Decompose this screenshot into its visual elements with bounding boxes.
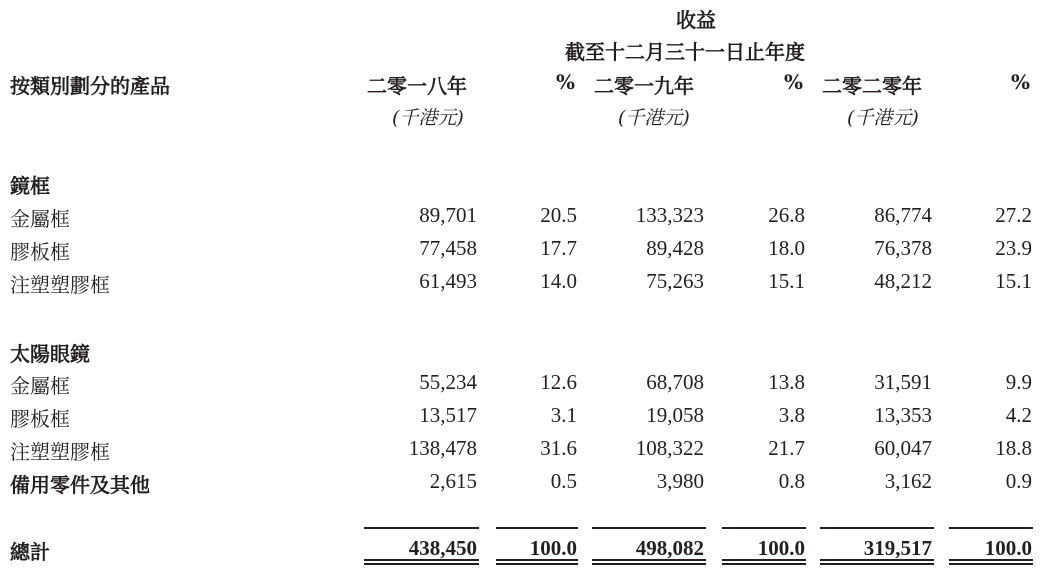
cell-percent: 21.7 (768, 436, 805, 460)
cell-value: 3,162 (884, 469, 932, 493)
cell-percent: 3.8 (778, 403, 805, 427)
cell-percent: 0.5 (550, 469, 577, 493)
cell-percent: 0.8 (778, 469, 805, 493)
section-title-sunglasses: 太陽眼鏡 (10, 342, 90, 366)
row-label: 金屬框 (10, 374, 70, 398)
pct-header-2020: % (1011, 70, 1031, 94)
row-label: 注塑塑膠框 (10, 440, 110, 464)
cell-percent: 15.1 (995, 269, 1032, 293)
cell-value: 48,212 (874, 269, 932, 293)
cell-value: 61,493 (419, 269, 477, 293)
total-percent: 100.0 (757, 536, 805, 560)
total-value: 498,082 (635, 536, 704, 560)
total-value: 319,517 (863, 536, 932, 560)
table-subtitle: 截至十二月三十一日止年度 (565, 40, 805, 64)
total-double-rule (592, 559, 706, 565)
cell-percent: 23.9 (995, 236, 1032, 260)
cell-percent: 26.8 (768, 203, 805, 227)
total-double-rule (949, 559, 1033, 565)
year-header-2020: 二零二零年 (822, 74, 922, 98)
cell-percent: 18.8 (995, 436, 1032, 460)
cell-percent: 3.1 (550, 403, 577, 427)
cell-percent: 0.9 (1005, 469, 1032, 493)
cell-percent: 18.0 (768, 236, 805, 260)
cell-value: 31,591 (874, 370, 932, 394)
year-header-2018: 二零一八年 (367, 74, 467, 98)
cell-percent: 31.6 (540, 436, 577, 460)
cell-percent: 14.0 (540, 269, 577, 293)
subtotal-rule (820, 527, 934, 529)
subtotal-rule (722, 527, 806, 529)
row-label: 膠板框 (10, 407, 70, 431)
cell-value: 108,322 (635, 436, 704, 460)
cell-percent: 27.2 (995, 203, 1032, 227)
cell-value: 75,263 (646, 269, 704, 293)
subtotal-rule (364, 527, 479, 529)
cell-value: 86,774 (874, 203, 932, 227)
cell-value: 2,615 (429, 469, 477, 493)
cell-value: 68,708 (646, 370, 704, 394)
cell-value: 13,353 (874, 403, 932, 427)
cell-percent: 13.8 (768, 370, 805, 394)
cell-value: 77,458 (419, 236, 477, 260)
total-double-rule (496, 559, 578, 565)
row-label-other: 備用零件及其他 (10, 473, 150, 497)
cell-value: 19,058 (646, 403, 704, 427)
subtotal-rule (592, 527, 706, 529)
unit-label-2020: (千港元) (847, 107, 919, 129)
total-double-rule (364, 559, 479, 565)
cell-percent: 9.9 (1005, 370, 1032, 394)
cell-value: 76,378 (874, 236, 932, 260)
row-category-header: 按類別劃分的產品 (10, 74, 170, 98)
total-double-rule (722, 559, 806, 565)
cell-percent: 15.1 (768, 269, 805, 293)
unit-label-2018: (千港元) (392, 107, 464, 129)
year-header-2019: 二零一九年 (594, 74, 694, 98)
cell-value: 89,701 (419, 203, 477, 227)
total-double-rule (820, 559, 934, 565)
cell-percent: 12.6 (540, 370, 577, 394)
cell-percent: 20.5 (540, 203, 577, 227)
pct-header-2018: % (556, 70, 576, 94)
cell-value: 133,323 (635, 203, 704, 227)
section-title-frames: 鏡框 (10, 174, 50, 198)
cell-value: 60,047 (874, 436, 932, 460)
subtotal-rule (496, 527, 578, 529)
cell-value: 89,428 (646, 236, 704, 260)
cell-percent: 4.2 (1005, 403, 1032, 427)
subtotal-rule (949, 527, 1033, 529)
total-value: 438,450 (408, 536, 477, 560)
cell-percent: 17.7 (540, 236, 577, 260)
row-label: 注塑塑膠框 (10, 273, 110, 297)
pct-header-2019: % (784, 70, 804, 94)
row-label: 金屬框 (10, 207, 70, 231)
cell-value: 3,980 (656, 469, 704, 493)
cell-value: 138,478 (408, 436, 477, 460)
cell-value: 55,234 (419, 370, 477, 394)
row-label: 膠板框 (10, 240, 70, 264)
total-percent: 100.0 (529, 536, 577, 560)
cell-value: 13,517 (419, 403, 477, 427)
table-title: 收益 (676, 8, 716, 32)
total-percent: 100.0 (984, 536, 1032, 560)
unit-label-2019: (千港元) (618, 107, 690, 129)
row-label-total: 總計 (10, 540, 50, 564)
